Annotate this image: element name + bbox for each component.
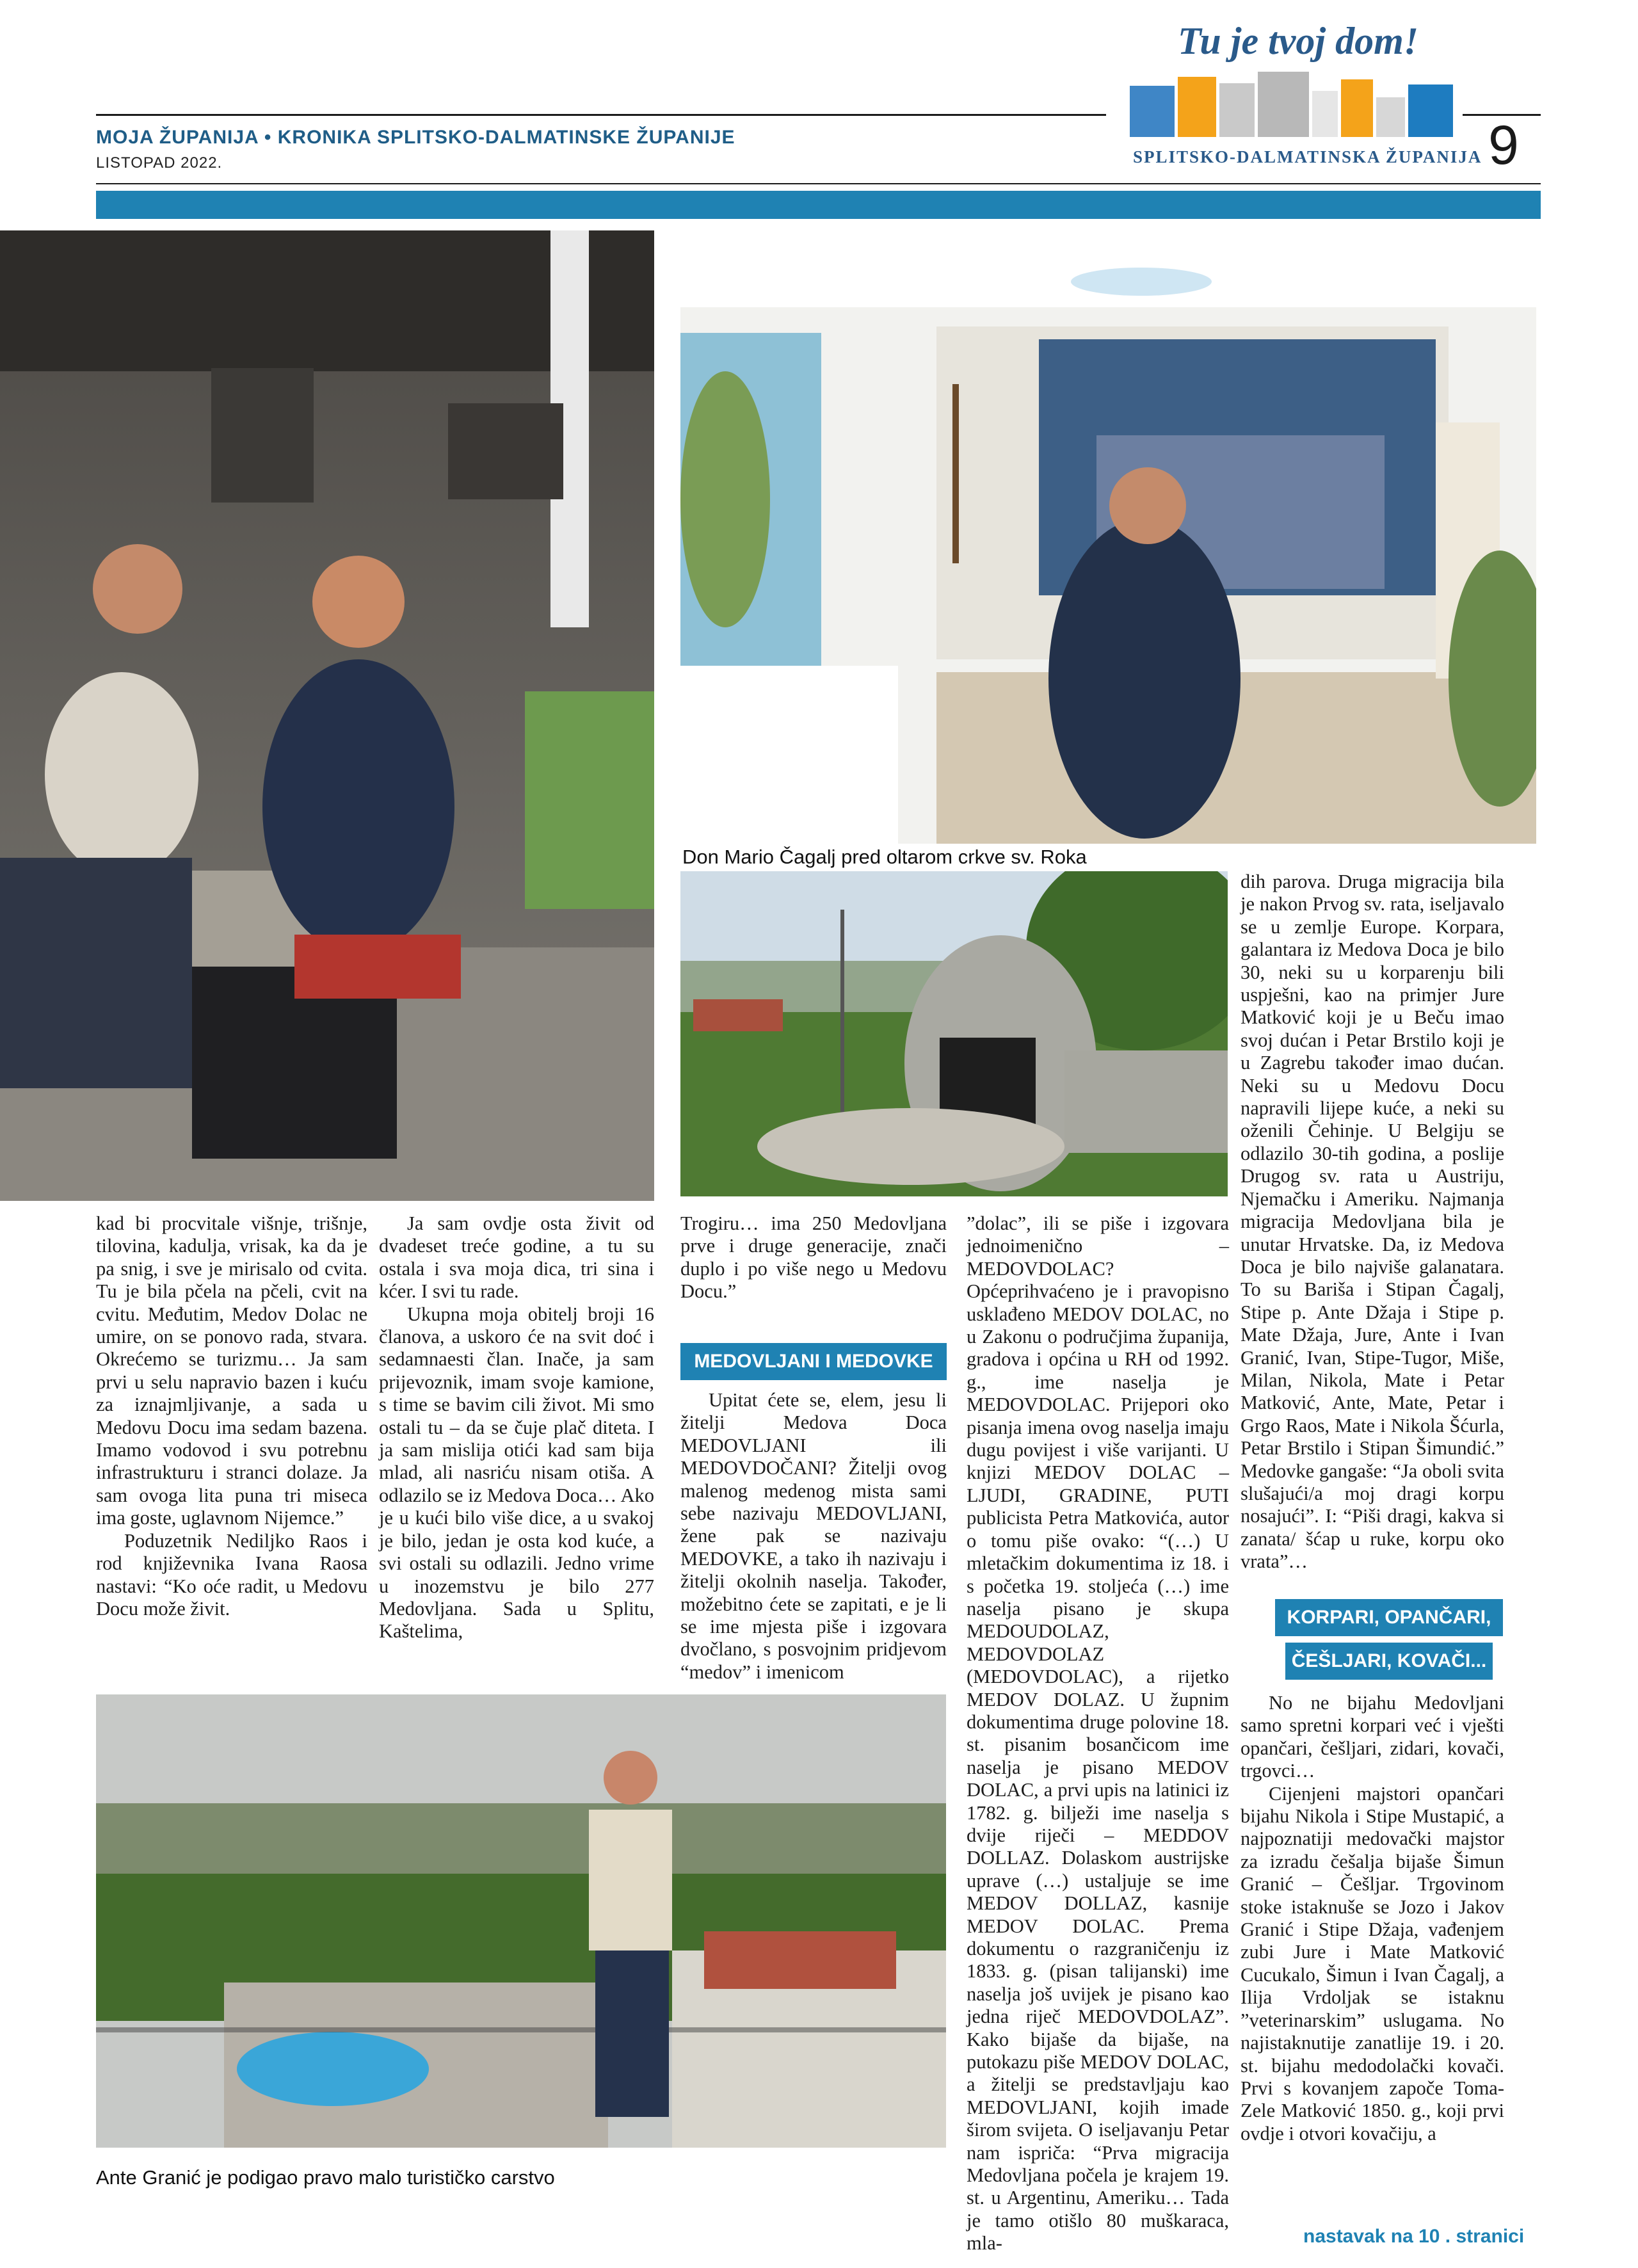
photo-men-bench: [0, 230, 654, 1201]
subhead-medovljani: MEDOVLJANI I MEDOVKE: [680, 1343, 947, 1380]
caption-pool: Ante Granić je podigao pravo malo turističko carstvo: [96, 2166, 555, 2189]
subhead-korpari-1: KORPARI, OPANČARI,: [1275, 1599, 1503, 1636]
paragraph: Cijenjeni majstori opančari bijahu Nikola i Stipe Mustapić, a najpoznatiji medovački majstor za izradu češalja bijaše Šimun Granić – Češljar. Trgovinom stoke istaknuše se Jozo i Jakov Granić i Stipe Džaja, vađenjem zubi Jure i Mate Matković Cucukalo, Šimun i Ivan Čagalj, a Ilija Vrdoljak se istaknu ”veterinarskim” uslugama. No najistaknutije zanatlije 19. i 20. st. bijahu medodolački kovači. Prvi s kovanjem započe Toma-Zele Matković 1850. g., koji prvi ovdje i otvori kovačiju, a: [1241, 1782, 1504, 2144]
brand-name: SPLITSKO-DALMATINSKA ŽUPANIJA: [1133, 147, 1482, 166]
page-number: 9: [1488, 115, 1519, 176]
issue-date: LISTOPAD 2022.: [96, 154, 223, 172]
section-title: MOJA ŽUPANIJA • KRONIKA SPLITSKO-DALMATINSKE ŽUPANIJE: [96, 127, 735, 148]
slogan: Tu je tvoj dom!: [1178, 20, 1419, 62]
photo-monument: [680, 871, 1228, 1196]
caption-church: Don Mario Čagalj pred oltarom crkve sv. Roka: [682, 846, 1087, 868]
paragraph: No ne bijahu Medovljani samo spretni korpari već i vješti opančari, češljari, zidari, kovači, trgovci…: [1241, 1692, 1504, 1782]
county-logo: [1130, 72, 1456, 142]
paragraph: Ukupna moja obitelj broji 16 članova, a uskoro će na svit doć i sedamnaesti član. Inače, ja sam prijevoznik, imam svoje kamione, s time se bavim cili život. Mi smo ostali tu – da se čuje plač diteta. I ja sam mislija otići kad sam bija mlad, ali nasriću nisam otiša. A odlazilo se iz Medova Doca… Ako je u kući bilo više dice, a u svakoj je bilo, jedan je osta kod kuće, a svi ostali su odlazili. Jedno vrime u inozemstvu je bilo 277 Medovljana. Sada u Splitu, Kaštelima,: [379, 1303, 654, 1643]
photo-pool: [96, 1694, 946, 2148]
column-2: [379, 1212, 654, 1643]
column-4: [967, 1212, 1229, 2255]
subhead-korpari-2: ČEŠLJARI, KOVAČI...: [1285, 1643, 1493, 1680]
paragraph: kad bi procvitale višnje, trišnje, tilovina, kadulja, vrisak, ka da je pa snig, i sve je mirisalo od cvita. Tu je bila pčela na pčeli, cvit na cvitu. Međutim, Medov Dolac ne umire, on se ponovo rada, stvara. Okrećemo se turizmu… Ja sam prvi u selu napravio bazen i kuću za iznajmljivanje, a sada u Medovu Docu ima sedam bazena. Imamo vodovod i svu potrebnu infrastrukturu i stranci dolaze. Ja sam ovoga lita puna tri miseca ima goste, uglavnom Nijemce.”: [96, 1212, 367, 1529]
photo-church: [680, 230, 1536, 844]
paragraph: Ja sam ovdje osta živit od dvadeset treće godine, a tu su ostala i sva moja dica, tri sina i kćer. I svi tu rade.: [379, 1212, 654, 1303]
paragraph: ”dolac”, ili se piše i izgovara jednoimenično – MEDOVDOLAC? Općeprihvaćeno je i pravopisno usklađeno MEDOV DOLAC, no u Zakonu o područjima županija, gradova i općina u RH od 1992. g., ime naselja je MEDOVDOLAC. Prijepori oko pisanja imena ovog naselja imaju dugu povijest i više varijanti. U knjizi MEDOV DOLAC – LJUDI, GRADINE, PUTI publicista Petra Matkovića, autor o tomu piše ovako: “(…) U mletačkim dokumentima iz 18. i s početka 19. stoljeća (…) ime naselja pisano je skupa MEDOUDOLAZ, MEDOVDOLAZ (MEDOVDOLAC), a rijetko MEDOV DOLAZ. U župnim dokumentima druge polovine 18. st. pisanim bosančicom ime naselja je pisano MEDOV DOLAC, a prvi upis na latinici iz 1782. g. bilježi ime naselja s dvije riječi – MEDDOV DOLLAZ. Dolaskom austrijske uprave (…) ustaljuje se ime MEDOV DOLLAZ, kasnije MEDOV DOLAC. Prema dokumentu o razgraničenju iz 1833. g. (pisan talijanski) ime naselja još uvijek je pisano kao jedna riječ MEDOVDOLAZ”. Kako bijaše da bijaše, na putokazu piše MEDOV DOLAC, a žitelji se predstavljaju kao MEDOVLJANI, kojih imade širom svijeta. O iseljavanju Petar nam ispriča: “Prva migracija Medovljana počela je krajem 19. st. u Argentinu, Ameriku… Tada je tamo otišlo 80 muškaraca, mla-: [967, 1212, 1229, 2255]
column-3b: [680, 1389, 947, 1684]
column-1: [96, 1212, 367, 1620]
paragraph: Upitat ćete se, elem, jesu li žitelji Medova Doca MEDOVLJANI ili MEDOVDOČANI? Žitelji ovog malenog medenog mista sami sebe nazivaju MEDOVLJANI, žene pak se nazivaju MEDOVKE, a tako ih nazivaju i žitelji okolnih naselja. Također, možebitno ćete se zapitati, e je li se ime mjesta piše i izgovara dvočlano, s posvojnim pridjevom “medov” i imenicom: [680, 1389, 947, 1683]
continued-link[interactable]: nastavak na 10 . stranici: [1303, 2226, 1525, 2247]
column-3: [680, 1212, 947, 1303]
header-bar: [96, 191, 1541, 219]
paragraph: Poduzetnik Nediljko Raos i rod književnika Ivana Raosa nastavi: “Ko oće radit, u Medovu Docu može živit.: [96, 1529, 367, 1620]
paragraph: dih parova. Druga migracija bila je nakon Prvog sv. rata, iseljavalo se u zemlje Europe. Korpara, galantara iz Medova Doca je bilo 30, neki su u korparenju bili uspješni, kao na primjer Jure Matković koji je u Beču imao svoj dućan i Petar Brstilo koji je u Zagrebu također imao dućan. Neki su u Medovu Docu napravili lijepe kuće, a neki su oženili Čehinje. U Belgiju se odlazilo 30-tih godina, a poslije Drugog sv. rata u Austriju, Njemačku i Ameriku. Najmanja migracija Medovljana bila je unutar Hrvatske. Da, iz Medova Doca je bilo najviše galanatara. To su Bariša i Stipan Čagalj, Stipe p. Ante Džaja i Stipe p. Mate Džaja, Jure, Ante i Ivan Granić, Ivan, Stipe-Tugor, Miše, Milan, Nikola, Mate i Petar Matković, Ante, Mate, Petar i Grgo Raos, Mate i Nikola Šćurla, Petar Brstilo i Stipan Šimundić.” Medovke gangaše: “Ja oboli svita slušajući/a moj dragi korpu nosajući”. I: “Piši dragi, kakva si zanata/ šćap u ruke, korpu oko vrata”…: [1241, 871, 1504, 1573]
column-5: [1241, 871, 1504, 1573]
column-5b: [1241, 1692, 1504, 2145]
paragraph: Trogiru… ima 250 Medovljana prve i druge generacije, znači duplo i po više nego u Medovu Docu.”: [680, 1212, 947, 1303]
